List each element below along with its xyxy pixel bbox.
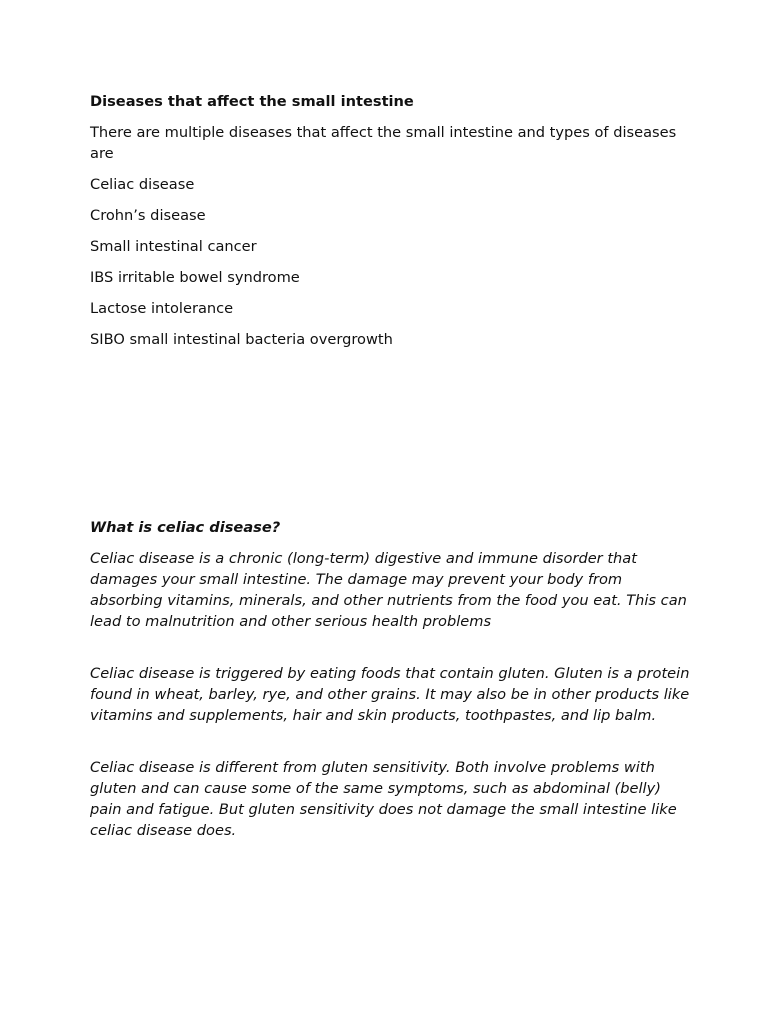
body-paragraph: Celiac disease is a chronic (long-term) digestive and immune disorder that damages your small intestine. The damage may prevent your body from absorbing vitamins, minerals, and other nutrients from the food you eat. This can lead to malnutrition and other serious health problems <box>90 550 687 630</box>
list-item: Celiac disease <box>90 176 195 193</box>
disease-list <box>90 174 690 350</box>
celiac-section <box>90 517 690 851</box>
section-heading: Diseases that affect the small intestine <box>90 93 414 110</box>
body-paragraph: Celiac disease is different from gluten sensitivity. Both involve problems with gluten and can cause some of the same symptoms, such as abdominal (belly) pain and fatigue. But gluten sensitivity does not damage the small intestine like celiac disease does. <box>90 759 677 839</box>
list-item: Small intestinal cancer <box>90 238 257 255</box>
list-item: Crohn’s disease <box>90 207 206 224</box>
list-item: Lactose intolerance <box>90 300 234 317</box>
intro-paragraph: There are multiple diseases that affect the small intestine and types of diseases are <box>90 124 677 162</box>
diseases-section <box>90 91 690 360</box>
section-heading: What is celiac disease? <box>90 519 281 536</box>
body-paragraph: Celiac disease is triggered by eating foods that contain gluten. Gluten is a protein found in wheat, barley, rye, and other grains. It may also be in other products like vitamins and supplements, hair and skin products, toothpastes, and lip balm. <box>90 665 690 724</box>
list-item: IBS irritable bowel syndrome <box>90 269 300 286</box>
list-item: SIBO small intestinal bacteria overgrowth <box>90 331 393 348</box>
